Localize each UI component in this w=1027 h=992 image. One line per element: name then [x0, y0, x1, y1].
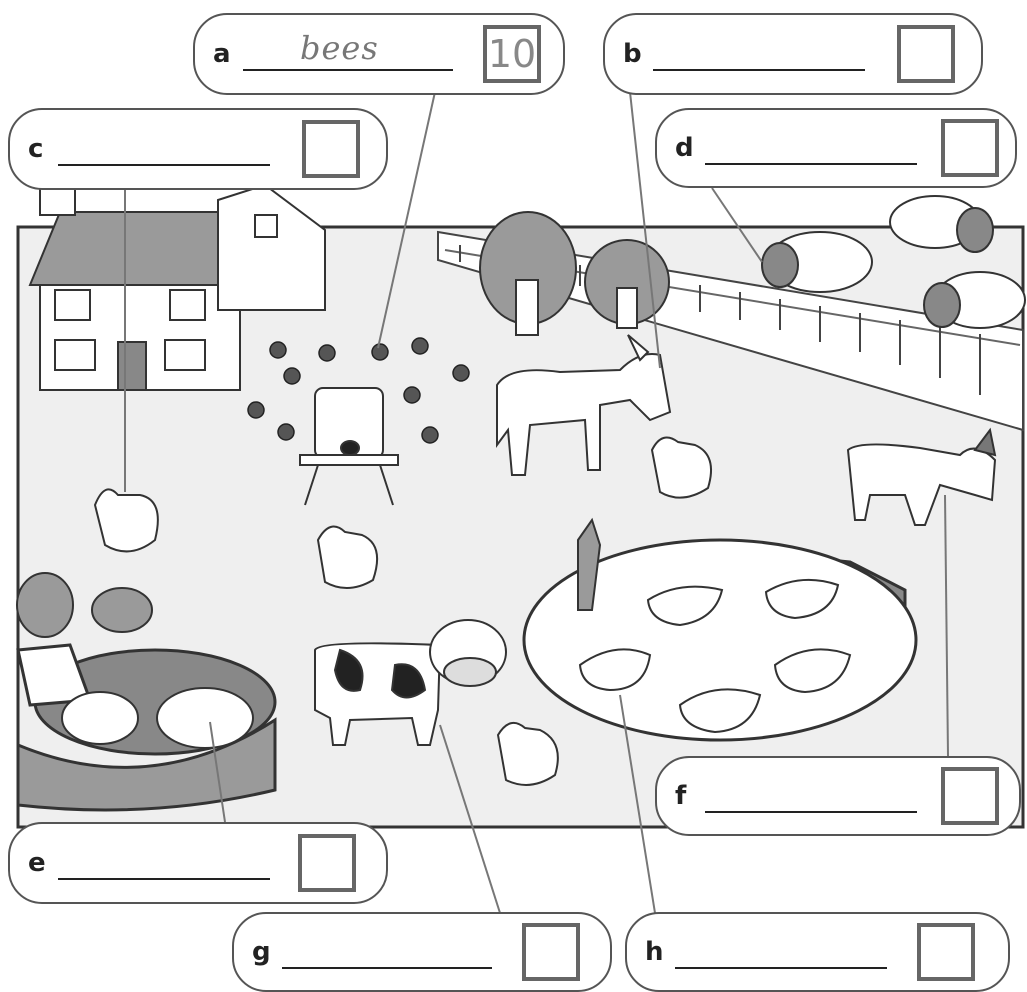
label-box-a: [193, 13, 565, 95]
answer-line-c[interactable]: [58, 164, 270, 166]
label-box-f: [655, 756, 1021, 836]
label-letter-f: f: [675, 781, 687, 811]
answer-line-b[interactable]: [653, 69, 865, 71]
answer-line-f[interactable]: [705, 811, 917, 813]
label-box-d: [655, 108, 1017, 188]
label-box-b: [603, 13, 983, 95]
label-box-e: [8, 822, 388, 904]
answer-text-a: bees: [300, 29, 379, 67]
label-letter-g: g: [252, 937, 271, 967]
number-box-b[interactable]: [897, 25, 955, 83]
number-box-c[interactable]: [302, 120, 360, 178]
number-box-f[interactable]: [941, 767, 999, 825]
answer-line-d[interactable]: [705, 163, 917, 165]
number-box-d[interactable]: [941, 119, 999, 177]
label-box-h: [625, 912, 1010, 992]
number-box-h[interactable]: [917, 923, 975, 981]
answer-line-a[interactable]: [243, 69, 453, 71]
label-box-g: [232, 912, 612, 992]
answer-line-h[interactable]: [675, 967, 887, 969]
label-letter-b: b: [623, 39, 642, 69]
number-box-a[interactable]: 10: [483, 25, 541, 83]
label-letter-e: e: [28, 848, 46, 878]
number-box-g[interactable]: [522, 923, 580, 981]
answer-line-g[interactable]: [282, 967, 492, 969]
label-letter-a: a: [213, 39, 231, 69]
number-box-e[interactable]: [298, 834, 356, 892]
label-letter-c: c: [28, 134, 44, 164]
answer-line-e[interactable]: [58, 878, 270, 880]
label-box-c: [8, 108, 388, 190]
label-letter-h: h: [645, 937, 664, 967]
label-letter-d: d: [675, 133, 694, 163]
